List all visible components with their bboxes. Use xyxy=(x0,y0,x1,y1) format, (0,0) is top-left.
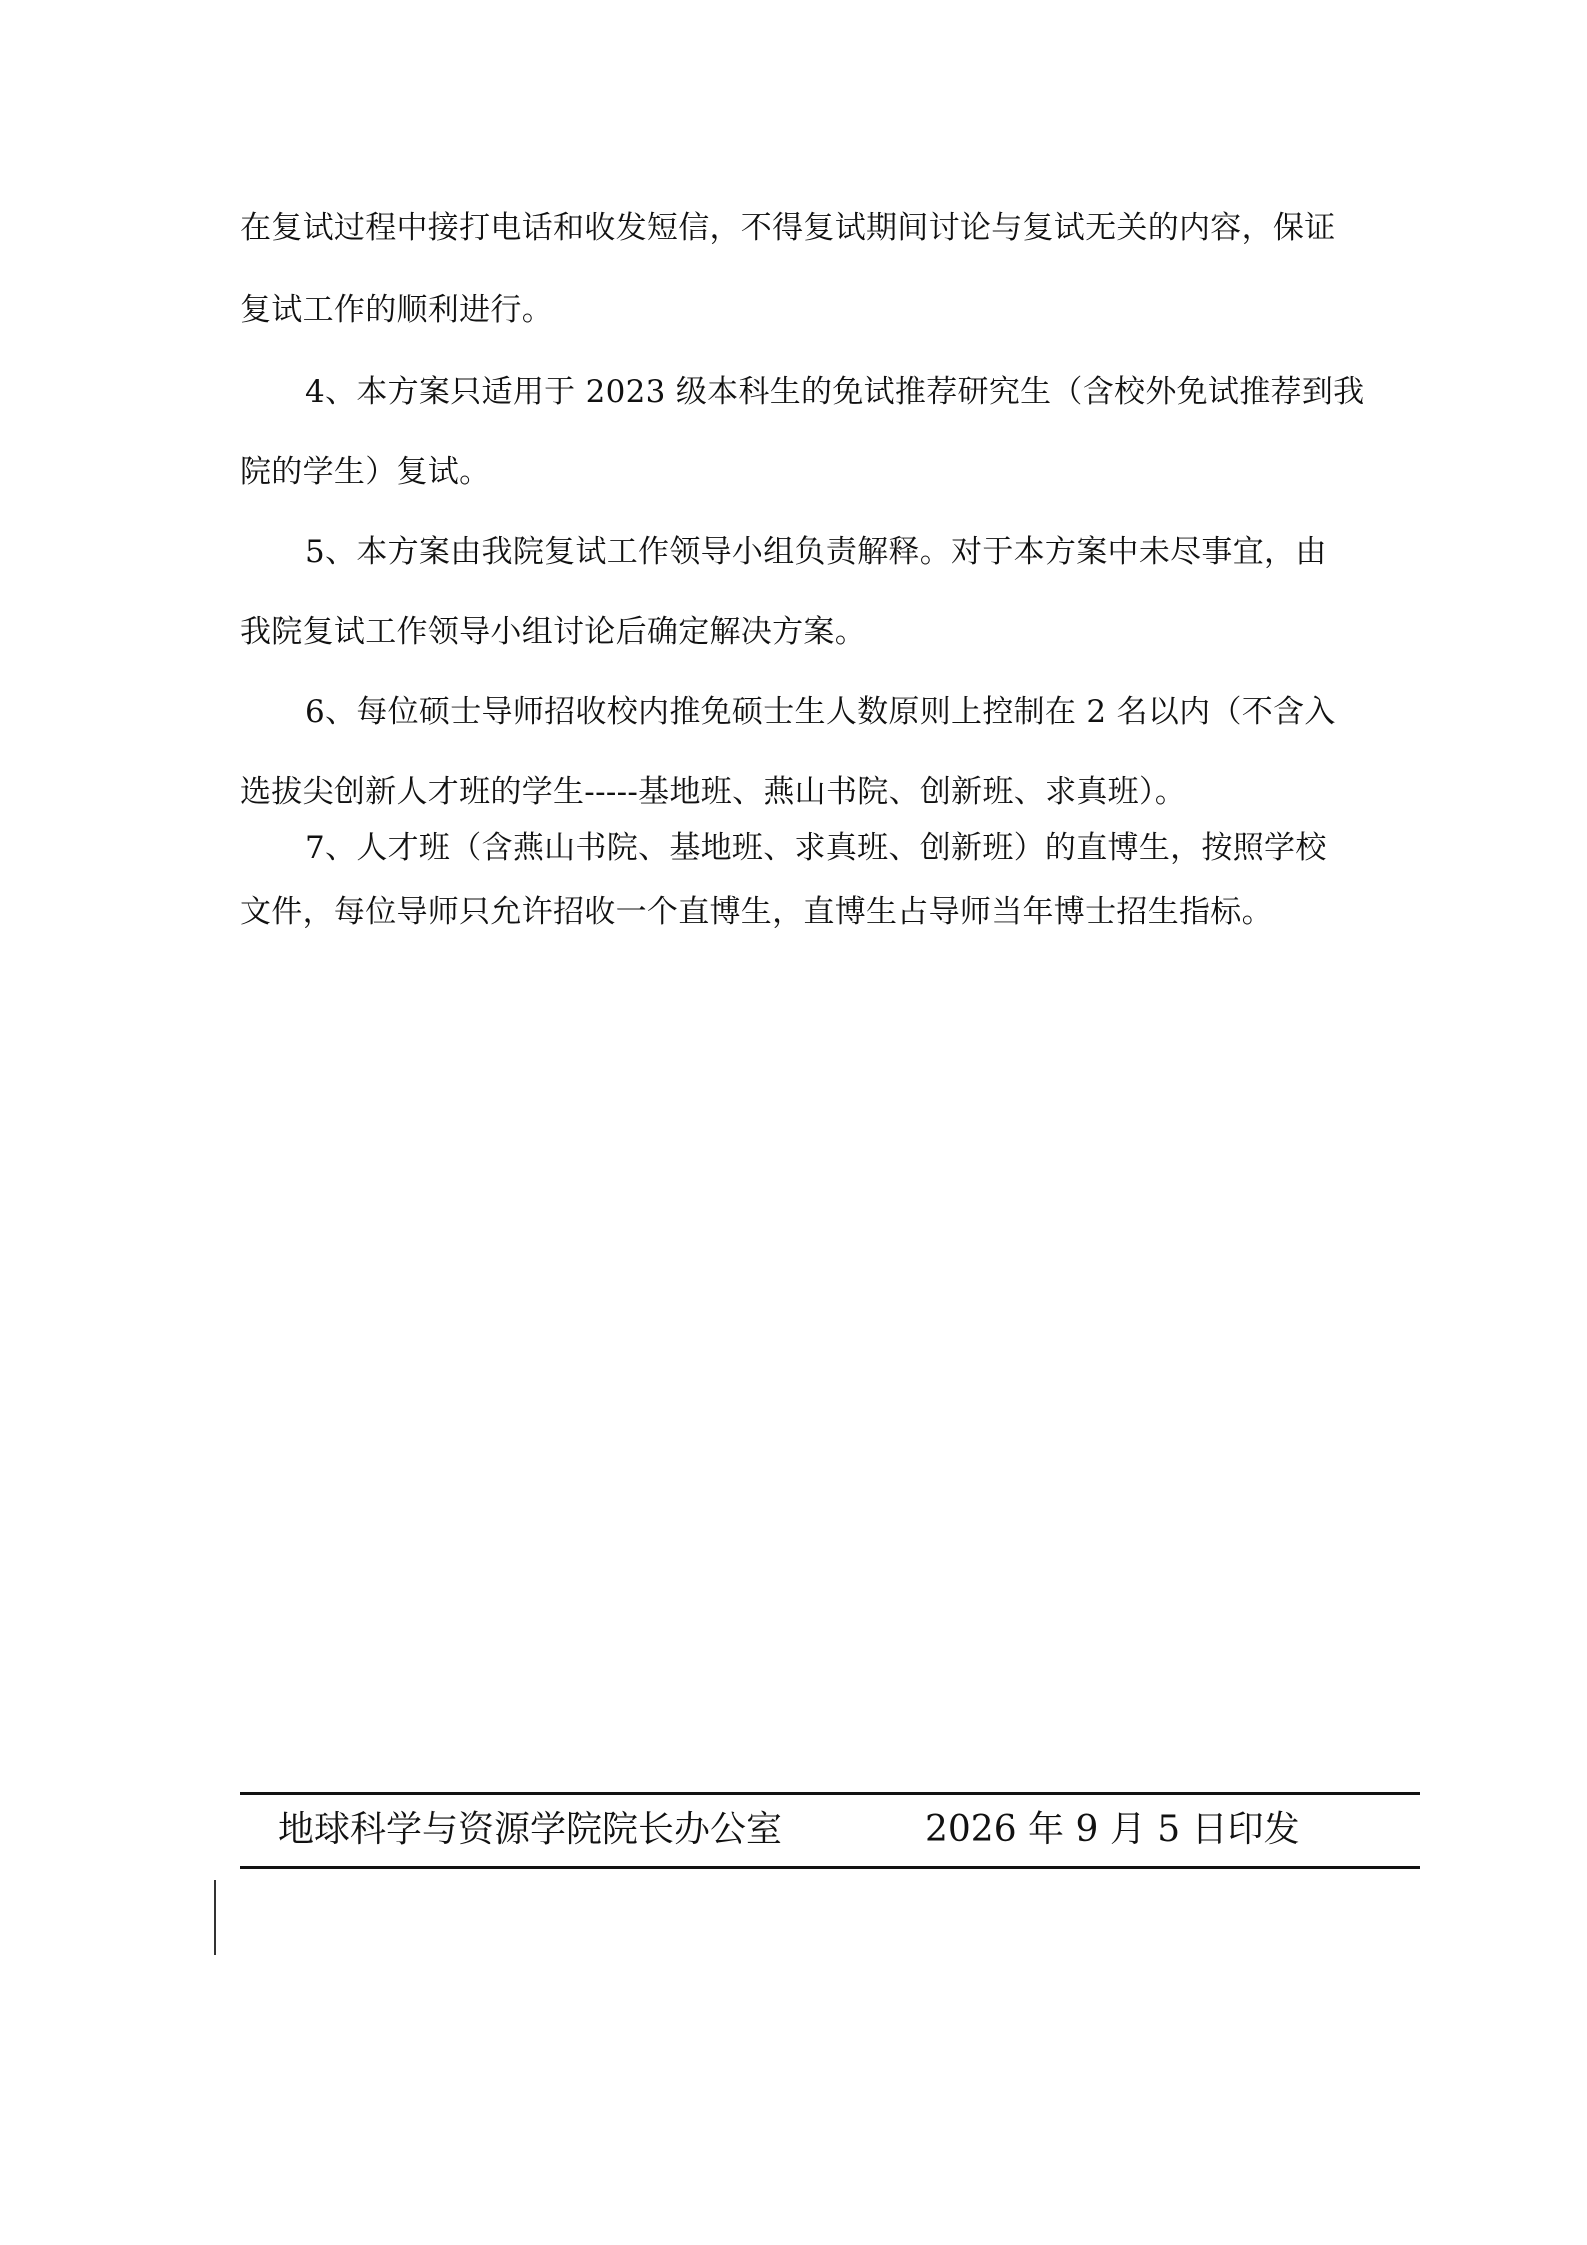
paragraph-6-start: 6、每位硕士导师招收校内推免硕士生人数原则上控制在 2 名以内（不含入 xyxy=(305,694,1336,730)
text-line: 我院复试工作领导小组讨论后确定解决方案。 xyxy=(240,614,866,650)
footer-bottom-rule xyxy=(240,1866,1420,1869)
paragraph-7-start: 7、人才班（含燕山书院、基地班、求真班、创新班）的直博生，按照学校 xyxy=(305,830,1327,866)
paragraph-5-start: 5、本方案由我院复试工作领导小组负责解释。对于本方案中未尽事宜，由 xyxy=(305,534,1327,570)
footer-top-rule xyxy=(240,1792,1420,1795)
paragraph-4-start: 4、本方案只适用于 2023 级本科生的免试推荐研究生（含校外免试推荐到我 xyxy=(305,374,1365,410)
text-line: 文件，每位导师只允许招收一个直博生，直博生占导师当年博士招生指标。 xyxy=(240,894,1273,930)
issuing-office: 地球科学与资源学院院长办公室 xyxy=(278,1809,783,1850)
text-line: 院的学生）复试。 xyxy=(240,454,491,490)
text-line: 复试工作的顺利进行。 xyxy=(240,292,553,328)
issue-date: 2026 年 9 月 5 日印发 xyxy=(925,1809,1300,1850)
text-line: 选拔尖创新人才班的学生-----基地班、燕山书院、创新班、求真班）。 xyxy=(240,774,1187,810)
text-line: 在复试过程中接打电话和收发短信，不得复试期间讨论与复试无关的内容，保证 xyxy=(240,210,1336,246)
margin-mark xyxy=(214,1880,216,1955)
